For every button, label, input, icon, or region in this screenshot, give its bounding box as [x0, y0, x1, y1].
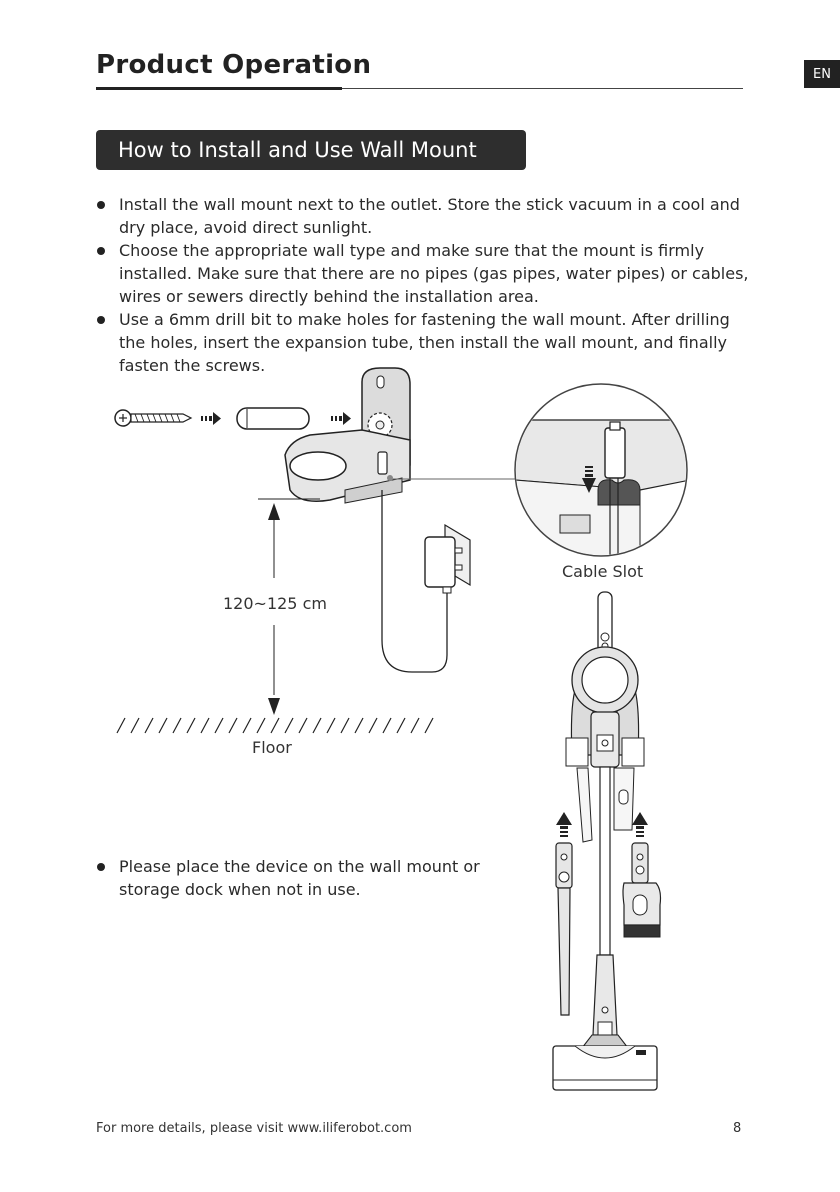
crevice-tool-icon — [556, 843, 572, 1015]
bullet-icon — [97, 863, 105, 871]
section-header: How to Install and Use Wall Mount — [96, 130, 526, 170]
up-arrow-icon — [556, 812, 572, 837]
screw-icon — [115, 410, 191, 426]
language-badge: EN — [804, 60, 840, 88]
instruction-text: Use a 6mm drill bit to make holes for fastening the wall mount. After drilling the holes, insert the expansion tube, then install the wall mount, and finally fasten the screws. — [119, 310, 730, 375]
brush-tool-icon — [623, 843, 661, 937]
power-adapter-icon — [425, 525, 470, 593]
up-arrow-icon — [632, 812, 648, 837]
floor-hatching — [117, 718, 440, 733]
height-label: 120~125 cm — [223, 594, 327, 613]
dashed-arrow-icon — [201, 412, 221, 425]
storage-note — [96, 855, 499, 901]
dashed-arrow-icon — [331, 412, 351, 425]
instruction-text: Install the wall mount next to the outlet. Store the stick vacuum in a cool and dry place, avoid direct sunlight. — [119, 195, 740, 237]
instruction-text: Choose the appropriate wall type and make sure that the mount is firmly installed. Make sure that there are no pipes (gas pipes, water pipes) or cables, wires or sewers directly behind the installation area. — [119, 241, 749, 306]
cable-slot-label: Cable Slot — [562, 562, 644, 581]
page-title: Product Operation — [96, 50, 372, 80]
footer-details: For more details, please visit www.iliferobot.com — [96, 1121, 412, 1136]
wall-mount-bracket — [285, 368, 410, 503]
storage-note-text: Please place the device on the wall mount or storage dock when not in use. — [119, 857, 480, 899]
floor-label: Floor — [252, 738, 292, 757]
expansion-tube-icon — [237, 408, 309, 429]
page-number: 8 — [733, 1121, 742, 1136]
cable-slot-detail — [515, 384, 690, 560]
